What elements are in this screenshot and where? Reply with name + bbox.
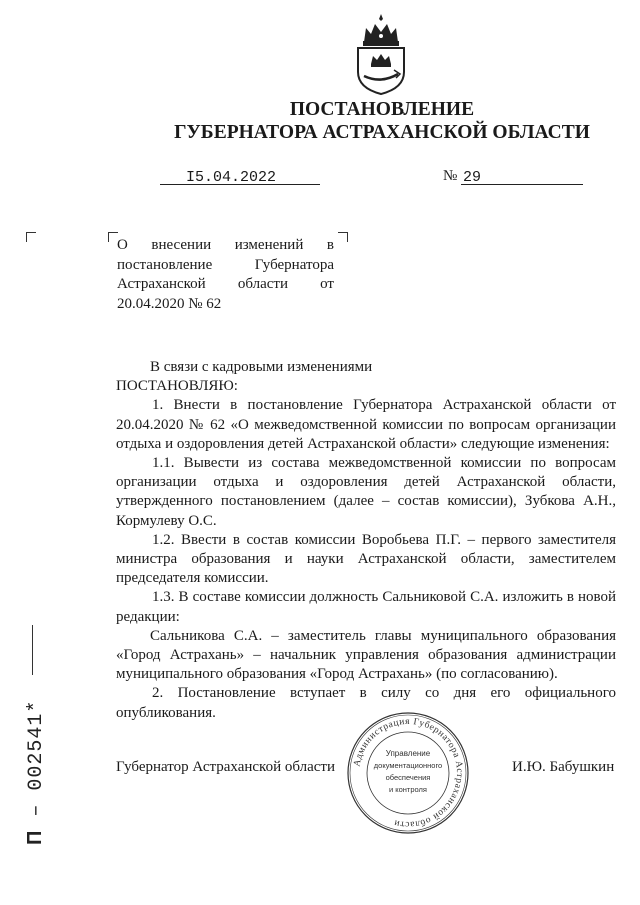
subject-corner-mark-right <box>338 232 348 242</box>
serial-digits: – 002541 <box>25 712 48 817</box>
official-stamp-icon <box>346 711 470 835</box>
number-underline <box>461 184 583 185</box>
decree-word: ПОСТАНОВЛЯЮ: <box>116 378 238 395</box>
document-body <box>116 358 616 723</box>
signatory-name: И.Ю. Бабушкин <box>512 759 615 775</box>
paragraph-1-3: 1.3. В составе комиссии должность Сальниковой С.А. изложить в новой редакции: <box>116 589 616 625</box>
stamp-line-3: обеспечения <box>385 773 431 782</box>
document-title-line2: ГУБЕРНАТОРА АСТРАХАНСКОЙ ОБЛАСТИ <box>174 122 590 143</box>
serial-number <box>24 700 48 845</box>
document-number: 29 <box>463 169 482 186</box>
document-date: I5.04.2022 <box>186 169 277 186</box>
paragraph-1-1: 1.1. Вывести из состава межведомственной комиссии по вопросам организации отдыха и оздоровления детей Астраханской области, утвержденного постановлением (далее – состав комиссии), Зубкова А.Н., Кормулеву О.С. <box>116 455 616 529</box>
document-title-line1: ПОСТАНОВЛЕНИЕ <box>289 99 475 120</box>
stamp-line-1: Управление <box>385 749 431 758</box>
stamp-line-2: документационного <box>373 761 443 770</box>
body-lead: В связи с кадровыми изменениями <box>150 359 373 375</box>
paragraph-2: 2. Постановление вступает в силу со дня его официального опубликования. <box>116 685 616 721</box>
date-underline <box>160 184 320 185</box>
serial-mark: * <box>25 699 48 713</box>
margin-line <box>32 625 33 675</box>
paragraph-1-2: 1.2. Ввести в состав комиссии Воробьева П.Г. – первого заместителя министра образования и науки Астраханской области, заместителем председателя комиссии. <box>116 531 616 587</box>
paragraph-1-3-text: Сальникова С.А. – заместитель главы муниципального образования «Город Астрахань» – начальник управления образования администрации муниципального образования «Город Астрахань» (по согласованию). <box>116 627 616 683</box>
coat-of-arms-icon <box>354 12 408 96</box>
signatory-title: Губернатор Астраханской области <box>116 759 336 775</box>
stamp-line-4: и контроля <box>388 785 428 794</box>
paragraph-1: 1. Внести в постановление Губернатора Астраханской области от 20.04.2020 № 62 «О межведомственной комиссии по вопросам организации отдыха и оздоровления детей Астраханской области» следующие изменения: <box>116 397 616 452</box>
number-sign: № <box>443 168 458 184</box>
stamp-ring-text: Администрация Губернатора Астраханской области <box>352 716 465 830</box>
serial-prefix: П <box>24 829 46 845</box>
document-subject: О внесении изменений в постановление Губернатора Астраханской области от 20.04.2020 № 62 <box>117 237 334 312</box>
left-margin-corner-mark <box>26 232 36 242</box>
